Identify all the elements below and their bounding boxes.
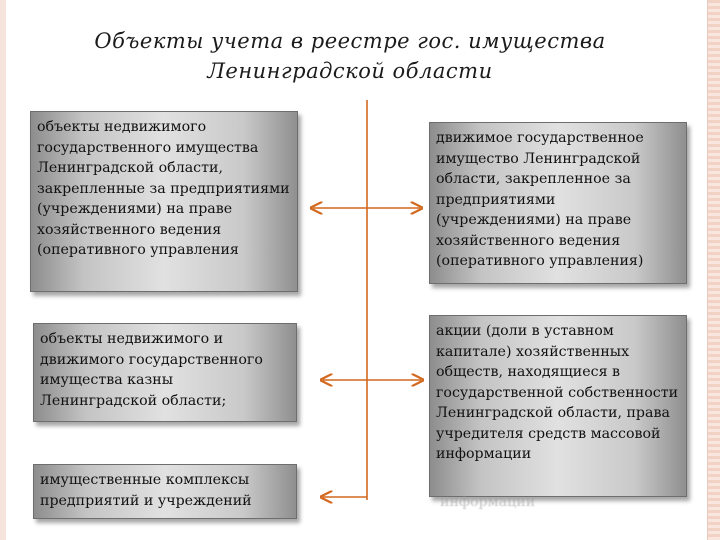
overflow-ghost-text: информации bbox=[440, 494, 536, 510]
box-left-bottom-text: имущественные комплексы предприятий и учреждений bbox=[40, 472, 252, 509]
box-left-top-text: объекты недвижимого государственного имущества Ленинградской области, закрепленные за предприятиями (учреждениями) на праве хозяйственного ведения (оперативного управления bbox=[37, 119, 290, 258]
box-left-top bbox=[30, 111, 298, 292]
box-right-bottom bbox=[429, 315, 687, 497]
box-left-middle bbox=[33, 323, 297, 422]
box-right-top bbox=[429, 122, 687, 284]
title-line-1: Объекты учета в реестре гос. имущества bbox=[94, 29, 606, 53]
box-left-bottom bbox=[33, 464, 297, 519]
title-line-2: Ленинградской области bbox=[207, 59, 493, 83]
box-right-top-text: движимое государственное имущество Ленинградской области, закрепленное за предприятиями (учреждениями) на праве хозяйственного ведения (оперативного управления) bbox=[436, 130, 644, 269]
box-right-bottom-text: акции (доли в уставном капитале) хозяйственных обществ, находящиеся в государственной собственности Ленинградской области, права учредителя средств массовой информации bbox=[436, 323, 679, 462]
box-left-middle-text: объекты недвижимого и движимого государственного имущества казны Ленинградской области; bbox=[40, 331, 263, 409]
